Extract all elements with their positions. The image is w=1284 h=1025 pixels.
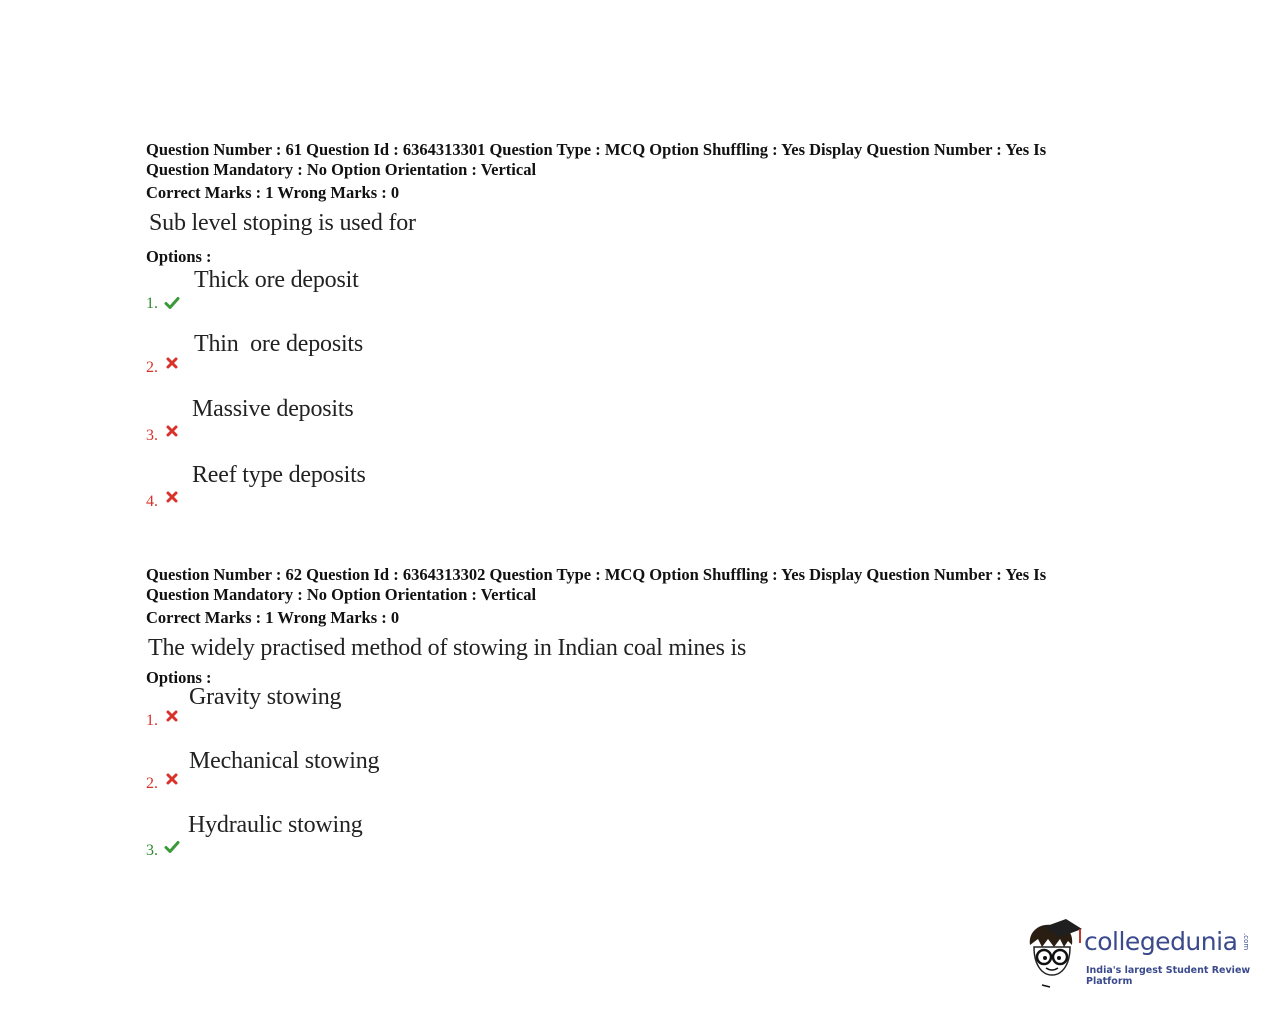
cross-icon xyxy=(164,771,180,787)
option-3 xyxy=(146,396,1106,467)
logo-tagline: India's largest Student Review Platform xyxy=(1086,965,1251,987)
cross-icon xyxy=(164,355,180,371)
option-text: Thick ore deposit xyxy=(194,267,359,293)
option-4 xyxy=(146,462,1106,527)
mascot-icon xyxy=(1024,917,1084,991)
options-label: Options : xyxy=(146,668,212,687)
option-number: 4. xyxy=(146,493,158,510)
options-label: Options : xyxy=(146,247,212,266)
option-text: Thin ore deposits xyxy=(194,331,364,357)
marks-info: Correct Marks : 1 Wrong Marks : 0 xyxy=(146,608,400,627)
question-meta xyxy=(146,565,1106,605)
question-61 xyxy=(146,140,1106,527)
option-number: 3. xyxy=(146,842,158,859)
question-meta-line-1: Question Number : 61 Question Id : 6364313301 Question Type : MCQ Option Shuffling : Yes Display Question Number : Yes Is xyxy=(146,140,1047,159)
option-text: Hydraulic stowing xyxy=(188,812,363,838)
option-number: 1. xyxy=(146,295,158,312)
option-1 xyxy=(146,267,1106,337)
question-meta-line-1: Question Number : 62 Question Id : 6364313302 Question Type : MCQ Option Shuffling : Yes Display Question Number : Yes Is xyxy=(146,565,1047,584)
cross-icon xyxy=(164,708,180,724)
option-2 xyxy=(146,748,1106,820)
question-text: Sub level stoping is used for xyxy=(149,210,416,236)
option-number: 2. xyxy=(146,359,158,376)
option-text: Massive deposits xyxy=(192,396,354,422)
option-3 xyxy=(146,812,1106,880)
option-text: Reef type deposits xyxy=(192,462,366,488)
question-meta-line-2: Question Mandatory : No Option Orientation : Vertical xyxy=(146,585,537,604)
option-1 xyxy=(146,684,1106,756)
check-icon xyxy=(164,839,180,855)
option-text: Gravity stowing xyxy=(189,684,342,710)
cross-icon xyxy=(164,489,180,505)
option-2 xyxy=(146,331,1106,401)
collegedunia-logo xyxy=(1024,917,1274,991)
question-62 xyxy=(146,565,1106,880)
cross-icon xyxy=(164,423,180,439)
logo-suffix: .com xyxy=(1242,933,1250,951)
logo-name: collegedunia xyxy=(1084,927,1238,956)
option-number: 3. xyxy=(146,427,158,444)
question-meta-line-2: Question Mandatory : No Option Orientation : Vertical xyxy=(146,160,537,179)
question-text: The widely practised method of stowing in Indian coal mines is xyxy=(148,635,747,661)
option-text: Mechanical stowing xyxy=(189,748,380,774)
check-icon xyxy=(164,295,180,311)
question-meta xyxy=(146,140,1106,180)
option-number: 2. xyxy=(146,775,158,792)
option-number: 1. xyxy=(146,712,158,729)
marks-info: Correct Marks : 1 Wrong Marks : 0 xyxy=(146,183,400,202)
